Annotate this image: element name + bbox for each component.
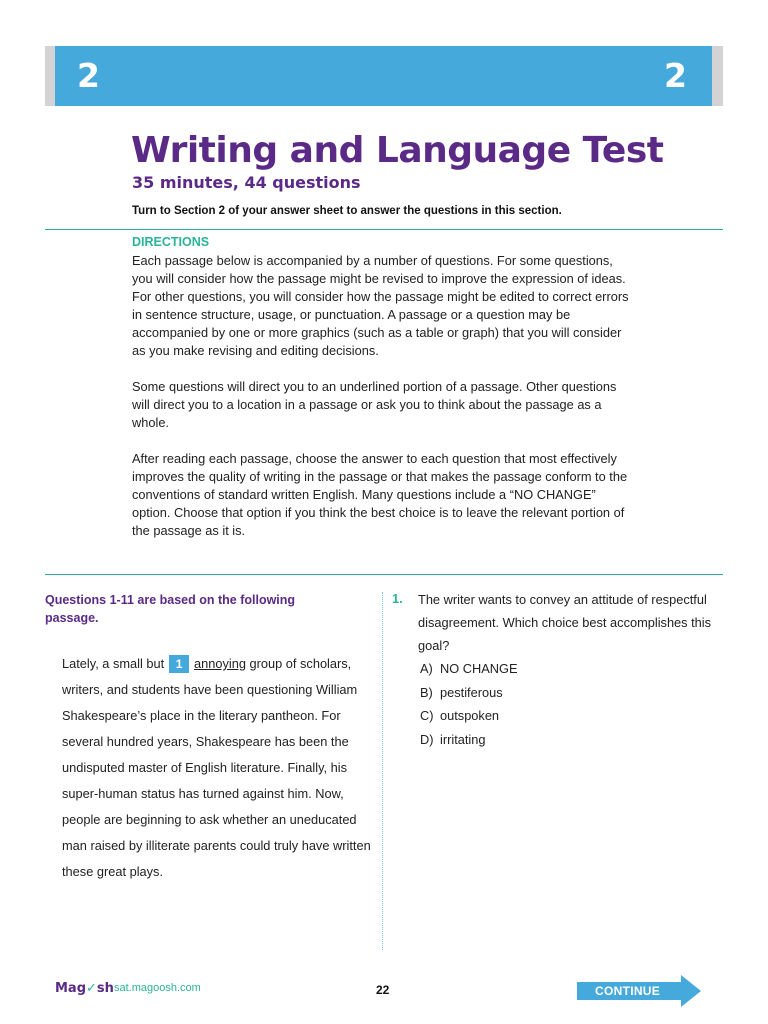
logo-check-icon: ✓ [86,981,97,996]
choice-letter: D) [420,731,434,747]
question-stem: The writer wants to convey an attitude of respectful disagreement. Which choice best accomplishes this goal? [418,592,712,653]
passage-text-before: Lately, a small but [62,656,165,671]
choice-text: NO CHANGE [440,661,518,676]
footer-url-link[interactable]: sat.magoosh.com [114,982,201,994]
continue-button[interactable] [577,975,701,1007]
directions-heading: DIRECTIONS [132,235,210,249]
directions-bottom-rule [45,574,723,575]
underlined-portion[interactable]: annoying [194,656,246,671]
answer-choice-c[interactable] [420,704,518,728]
choice-text: outspoken [440,708,500,723]
choice-text: pestiferous [440,684,503,700]
test-duration: 35 minutes, 44 questions [132,173,361,192]
section-number-left: 2 [77,56,100,95]
choice-text: irritating [440,731,486,747]
choice-letter: B) [420,684,433,700]
answer-choice-d[interactable] [420,728,518,752]
choice-letter: A) [420,661,433,676]
logo-text-end: sh [96,981,114,996]
answer-choice-a[interactable] [420,657,518,681]
passage-text-after: group of scholars, writers, and students have been questioning William Shakespeare’s place in the literary pantheon. For several hundred years, Shakespeare has been the undisputed master of English literature. Finally, his super-human status has turned against him. Now, people are beginning to ask whether an uneducated man raised by illiterate parents could truly have written these great plays. [62,656,371,879]
continue-label: CONTINUE [595,984,661,998]
answer-choices [420,657,518,751]
answer-sheet-instruction: Turn to Section 2 of your answer sheet to answer the questions in this section. [132,205,562,217]
page-number: 22 [376,983,390,997]
answer-choice-b[interactable] [420,681,518,705]
magoosh-logo[interactable] [55,981,114,996]
choice-letter: C) [420,708,434,723]
passage-body [45,651,375,885]
question-number: 1. [392,591,403,606]
section-banner-bar [55,46,712,106]
directions-top-rule [45,229,723,230]
column-divider [382,592,383,950]
directions-paragraph: After reading each passage, choose the answer to each question that most effectively improves the quality of writing in the passage or that makes the passage conform to the conventions of standard written English. Many questions include a “NO CHANGE” option. Choose that option if you think the best choice is to leave the relevant portion of the passage as it is. [132,451,628,538]
section-banner [45,46,723,106]
passage-paragraph [45,651,375,885]
section-number-right: 2 [664,56,687,95]
test-title: Writing and Language Test [131,130,664,171]
directions-paragraph: Each passage below is accompanied by a number of questions. For some questions, you will consider how the passage might be revised to improve the expression of ideas. For other questions, you will consider how the passage might be edited to correct errors in sentence structure, usage, or punctuation. A passage or a question may be accompanied by one or more graphics (such as a table or graph) that you will consider as you make revising and editing decisions. [132,253,629,358]
passage-heading: Questions 1-11 are based on the following passage. [45,593,296,625]
directions-body [132,252,632,558]
directions-paragraph: Some questions will direct you to an underlined portion of a passage. Other questions will direct you to a location in a passage or ask you to think about the passage as a whole. [132,379,617,430]
question-marker-1[interactable]: 1 [169,655,190,673]
logo-text-start: Mag [55,981,87,996]
